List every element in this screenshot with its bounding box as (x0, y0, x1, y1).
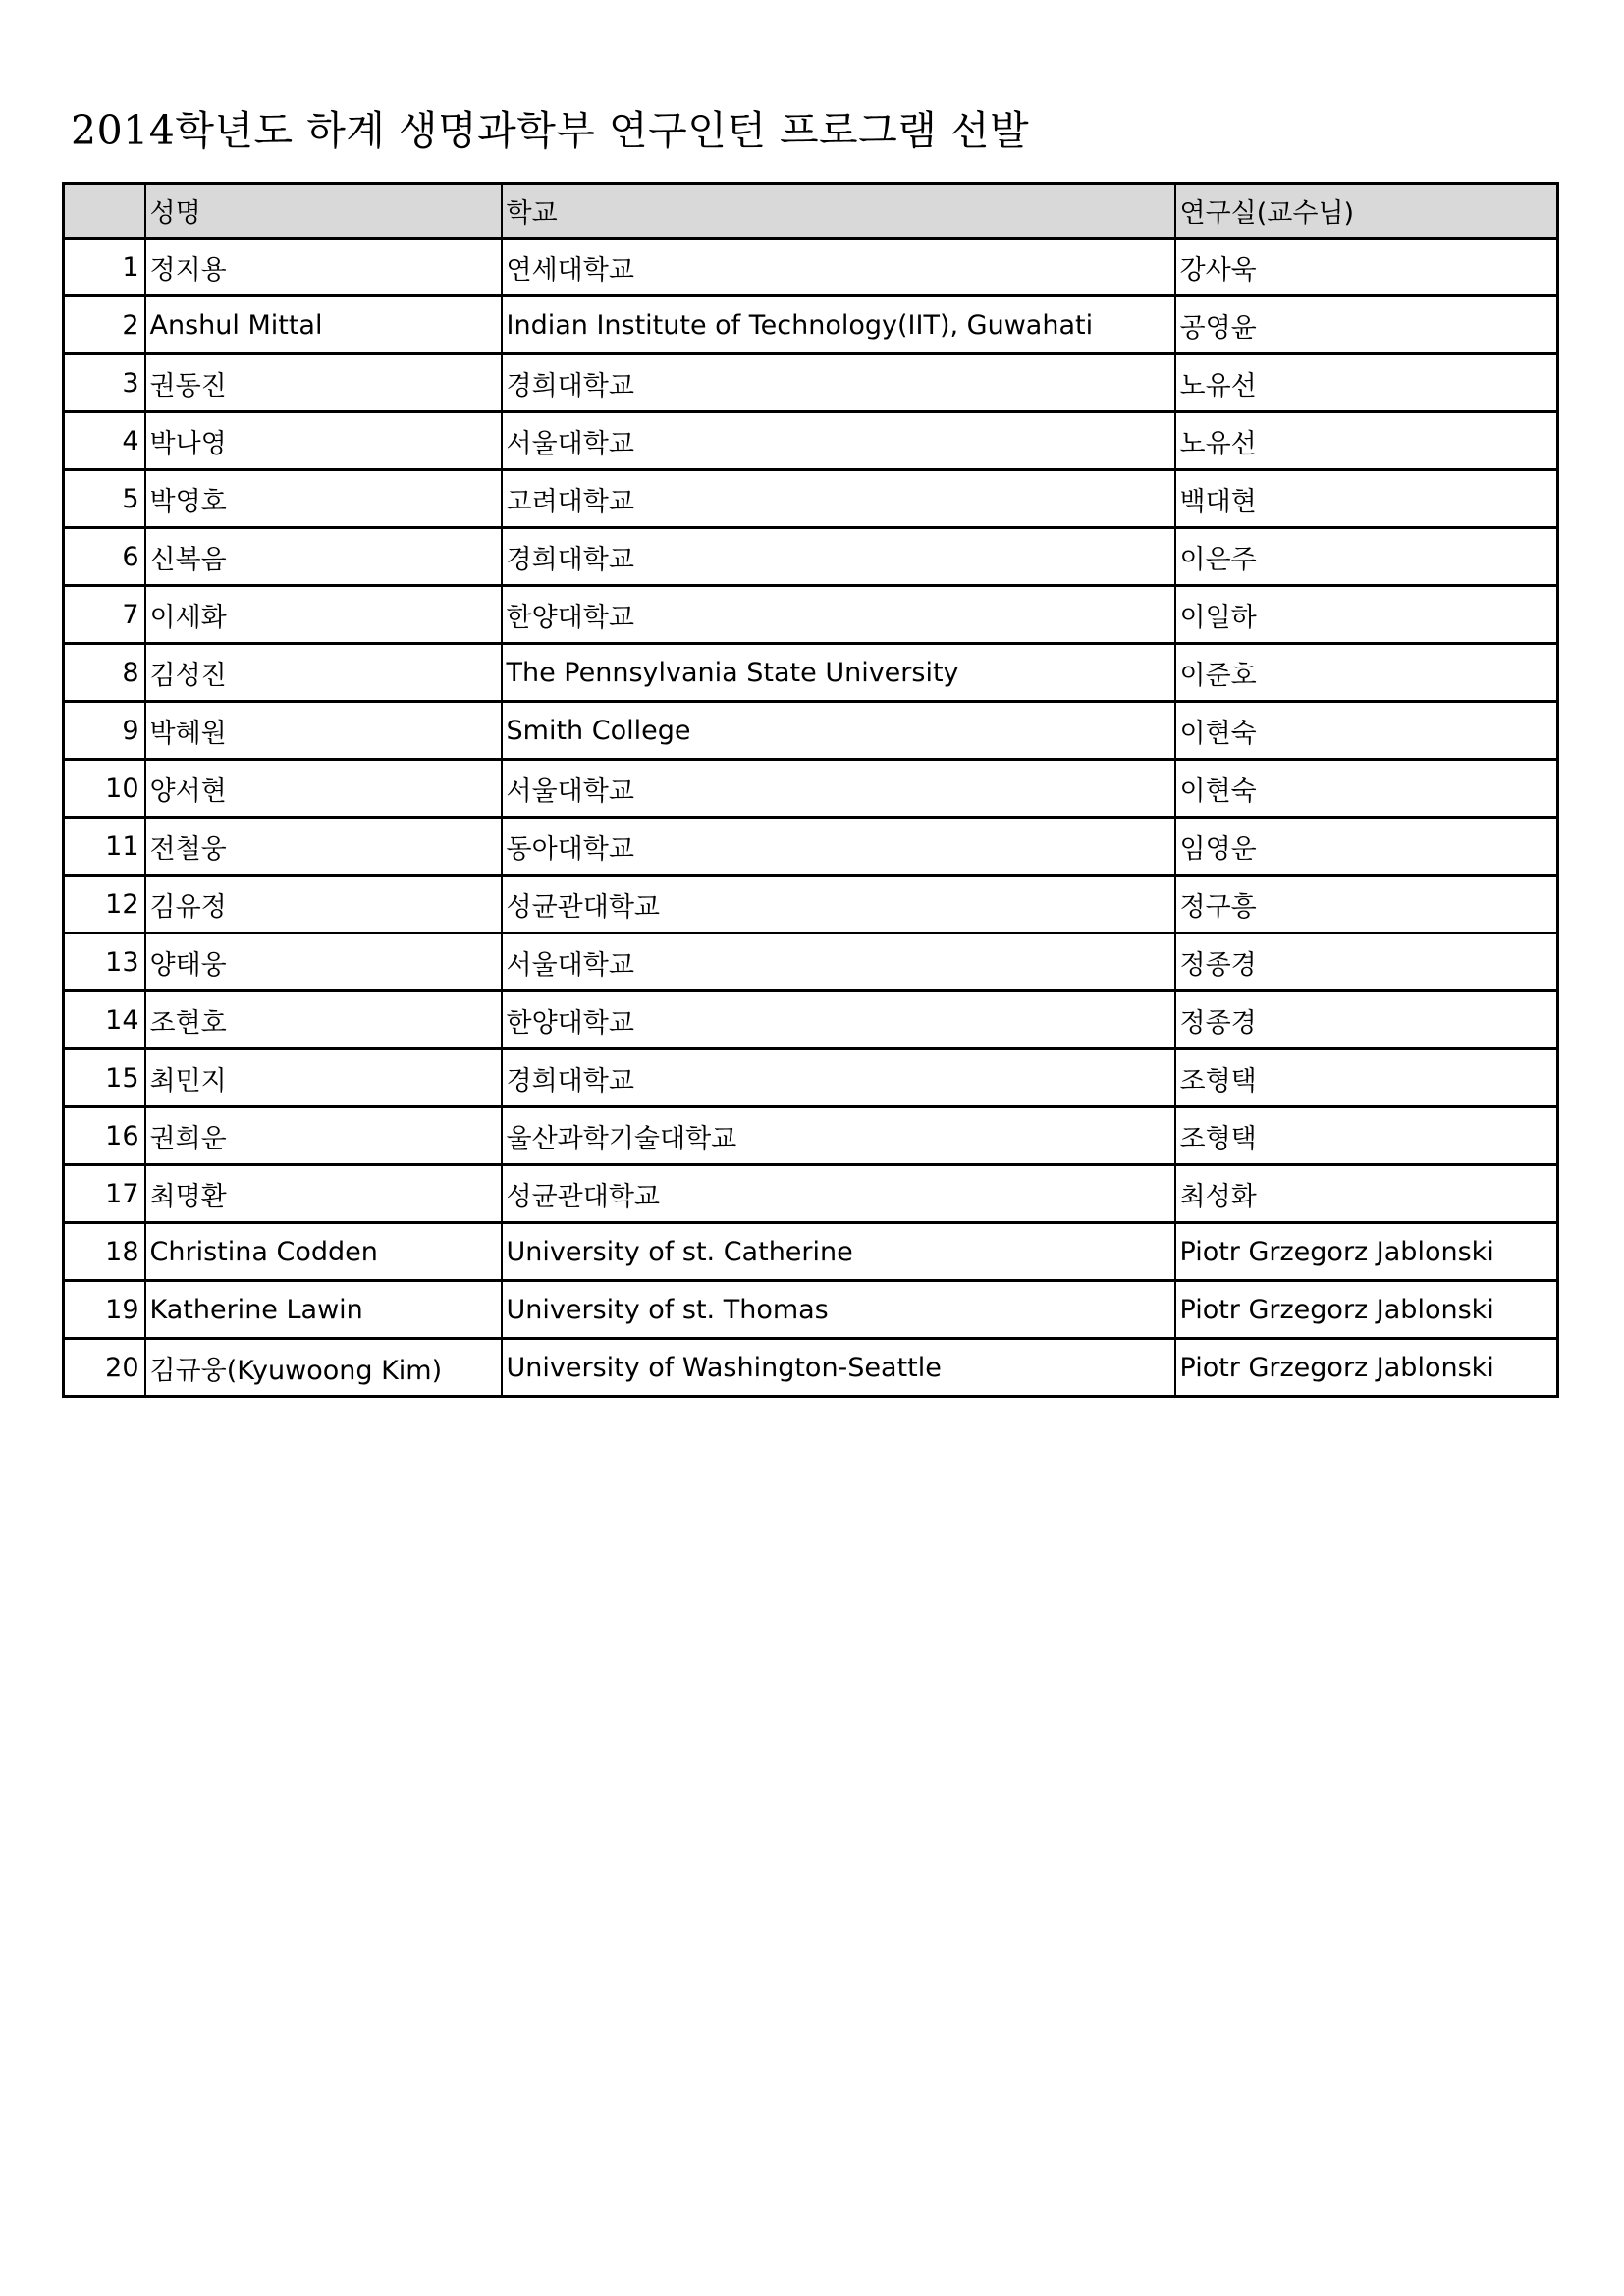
student-name: 정지용 (145, 239, 502, 296)
student-name: 양서현 (145, 760, 502, 818)
lab-professor: 이준호 (1175, 644, 1558, 702)
table-row (64, 1223, 1558, 1281)
row-number: 2 (64, 296, 145, 354)
lab-professor: Piotr Grzegorz Jablonski (1175, 1281, 1558, 1339)
school-name: 경희대학교 (502, 528, 1175, 586)
lab-professor: 정종경 (1175, 934, 1558, 991)
student-name: 양태웅 (145, 934, 502, 991)
lab-professor: 공영윤 (1175, 296, 1558, 354)
table-row (64, 470, 1558, 528)
school-name: 연세대학교 (502, 239, 1175, 296)
row-number: 15 (64, 1049, 145, 1107)
lab-professor: 이은주 (1175, 528, 1558, 586)
school-name: 고려대학교 (502, 470, 1175, 528)
row-number: 9 (64, 702, 145, 760)
table-row (64, 354, 1558, 412)
page-title: 2014학년도 하계 생명과학부 연구인턴 프로그램 선발 (71, 107, 1030, 154)
student-name: 권희운 (145, 1107, 502, 1165)
row-number: 17 (64, 1165, 145, 1223)
student-name: Katherine Lawin (145, 1281, 502, 1339)
table-row (64, 991, 1558, 1049)
row-number: 7 (64, 586, 145, 644)
school-name: 경희대학교 (502, 354, 1175, 412)
lab-professor: 최성화 (1175, 1165, 1558, 1223)
school-name: University of st. Thomas (502, 1281, 1175, 1339)
school-name: 서울대학교 (502, 760, 1175, 818)
student-name: 김유정 (145, 876, 502, 934)
row-number: 5 (64, 470, 145, 528)
table-row (64, 1049, 1558, 1107)
student-name: 박나영 (145, 412, 502, 470)
table-row (64, 586, 1558, 644)
school-name: 성균관대학교 (502, 876, 1175, 934)
row-number: 10 (64, 760, 145, 818)
school-name: Indian Institute of Technology(IIT), Guwahati (502, 296, 1175, 354)
lab-professor: Piotr Grzegorz Jablonski (1175, 1223, 1558, 1281)
table-row (64, 1281, 1558, 1339)
lab-professor: 정종경 (1175, 991, 1558, 1049)
row-number: 1 (64, 239, 145, 296)
table-row (64, 412, 1558, 470)
row-number: 4 (64, 412, 145, 470)
column-header-number (64, 184, 145, 239)
lab-professor: 조형택 (1175, 1049, 1558, 1107)
lab-professor: 이현숙 (1175, 760, 1558, 818)
school-name: The Pennsylvania State University (502, 644, 1175, 702)
row-number: 19 (64, 1281, 145, 1339)
table-row (64, 644, 1558, 702)
lab-professor: 이일하 (1175, 586, 1558, 644)
table-row (64, 296, 1558, 354)
column-header-name: 성명 (145, 184, 502, 239)
table-row (64, 528, 1558, 586)
student-name: 최명환 (145, 1165, 502, 1223)
table-row (64, 934, 1558, 991)
student-name: 박영호 (145, 470, 502, 528)
table-row (64, 818, 1558, 876)
row-number: 18 (64, 1223, 145, 1281)
table-row (64, 876, 1558, 934)
school-name: 한양대학교 (502, 586, 1175, 644)
lab-professor: 백대현 (1175, 470, 1558, 528)
lab-professor: 조형택 (1175, 1107, 1558, 1165)
table-row (64, 1165, 1558, 1223)
student-name: 권동진 (145, 354, 502, 412)
student-name: 김성진 (145, 644, 502, 702)
table-row (64, 1107, 1558, 1165)
student-name: 조현호 (145, 991, 502, 1049)
row-number: 11 (64, 818, 145, 876)
school-name: University of st. Catherine (502, 1223, 1175, 1281)
lab-professor: 이현숙 (1175, 702, 1558, 760)
student-name: Christina Codden (145, 1223, 502, 1281)
row-number: 6 (64, 528, 145, 586)
lab-professor: 노유선 (1175, 412, 1558, 470)
student-name: 전철웅 (145, 818, 502, 876)
school-name: 울산과학기술대학교 (502, 1107, 1175, 1165)
student-name: 최민지 (145, 1049, 502, 1107)
lab-professor: 강사욱 (1175, 239, 1558, 296)
lab-professor: 임영운 (1175, 818, 1558, 876)
table-row (64, 760, 1558, 818)
table-header-row (64, 184, 1558, 239)
school-name: 한양대학교 (502, 991, 1175, 1049)
student-name: 박혜원 (145, 702, 502, 760)
column-header-school: 학교 (502, 184, 1175, 239)
school-name: 성균관대학교 (502, 1165, 1175, 1223)
row-number: 3 (64, 354, 145, 412)
school-name: Smith College (502, 702, 1175, 760)
student-name: 이세화 (145, 586, 502, 644)
student-name: 김규웅(Kyuwoong Kim) (145, 1339, 502, 1397)
student-name: Anshul Mittal (145, 296, 502, 354)
table-row (64, 239, 1558, 296)
lab-professor: Piotr Grzegorz Jablonski (1175, 1339, 1558, 1397)
table-row (64, 702, 1558, 760)
row-number: 14 (64, 991, 145, 1049)
school-name: 서울대학교 (502, 934, 1175, 991)
row-number: 20 (64, 1339, 145, 1397)
school-name: University of Washington-Seattle (502, 1339, 1175, 1397)
row-number: 12 (64, 876, 145, 934)
row-number: 8 (64, 644, 145, 702)
school-name: 동아대학교 (502, 818, 1175, 876)
school-name: 경희대학교 (502, 1049, 1175, 1107)
school-name: 서울대학교 (502, 412, 1175, 470)
student-name: 신복음 (145, 528, 502, 586)
row-number: 13 (64, 934, 145, 991)
lab-professor: 노유선 (1175, 354, 1558, 412)
lab-professor: 정구흥 (1175, 876, 1558, 934)
selection-table (62, 182, 1559, 1398)
column-header-lab: 연구실(교수님) (1175, 184, 1558, 239)
table-row (64, 1339, 1558, 1397)
row-number: 16 (64, 1107, 145, 1165)
